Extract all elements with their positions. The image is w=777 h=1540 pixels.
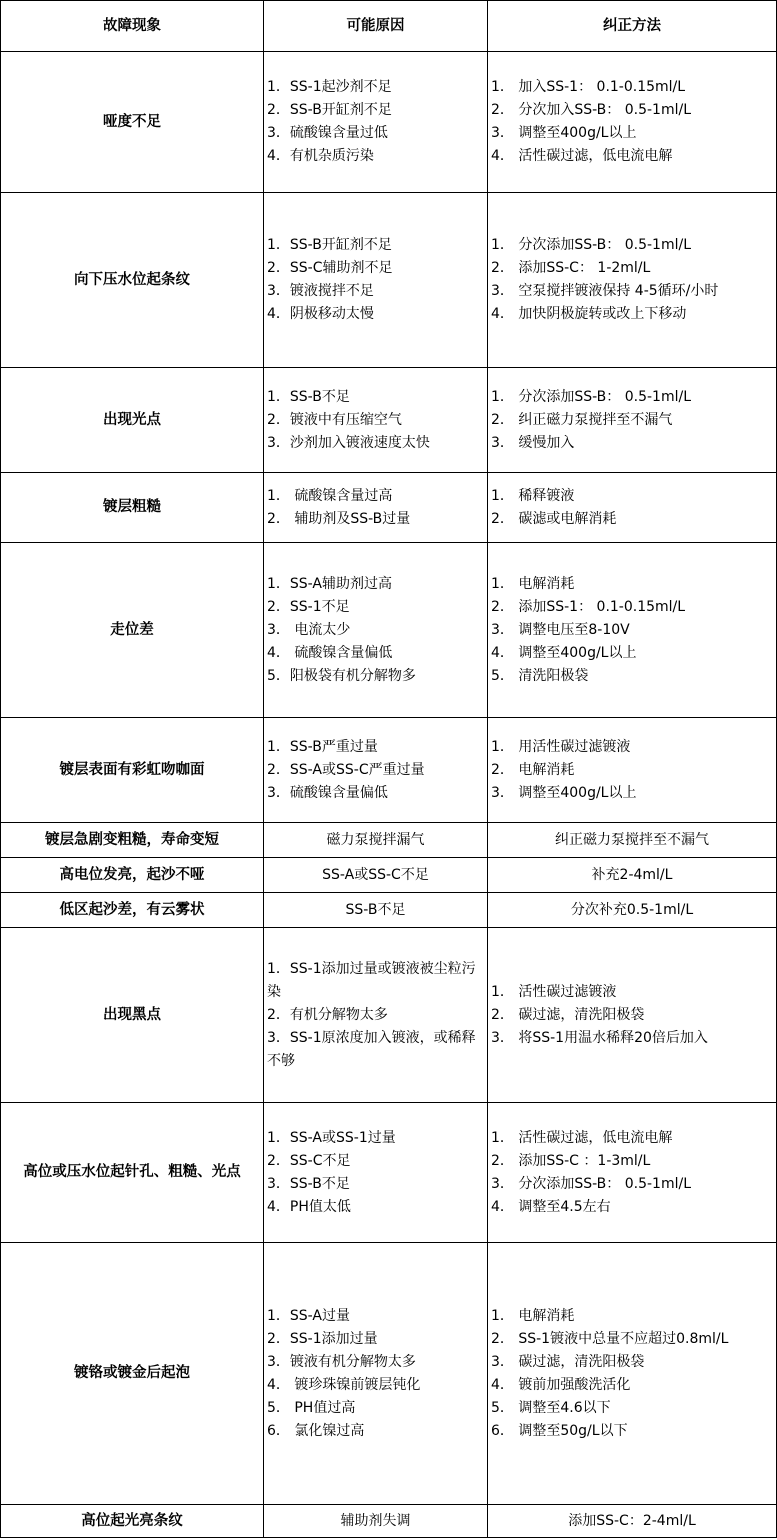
fix-line: 1． 电解消耗 xyxy=(491,575,575,592)
symptom-cell: 高位或压水位起针孔、粗糙、光点 xyxy=(1,1103,264,1243)
cause-cell xyxy=(264,1243,488,1505)
cause-line: 1．SS-A过量 xyxy=(267,1307,351,1324)
fix-cell xyxy=(488,1103,777,1243)
fix-line: 2． 电解消耗 xyxy=(491,761,575,778)
fix-line: 2． 添加SS-C： 1-2ml/L xyxy=(491,260,651,276)
fix-line: 4． 调整至4.5左右 xyxy=(491,1198,611,1215)
cause-cell xyxy=(264,1103,488,1243)
fix-line: 5． 调整至4.6以下 xyxy=(491,1399,611,1416)
fix-line: 3． 调整电压至8-10V xyxy=(491,621,630,638)
fix-line: 5． 清洗阳极袋 xyxy=(491,667,589,684)
cause-line: 1． 硫酸镍含量过高 xyxy=(267,487,393,504)
table-row xyxy=(1,543,777,718)
fix-line: 2． 碳滤或电解消耗 xyxy=(491,510,617,527)
cause-line: 1．SS-B严重过量 xyxy=(267,738,378,755)
fix-line: 3． 调整至400g/L以上 xyxy=(491,125,637,141)
fix-cell xyxy=(488,928,777,1103)
fix-line: 2． 碳过滤，清洗阳极袋 xyxy=(491,1006,645,1023)
table-row xyxy=(1,52,777,193)
fix-line: 1． 电解消耗 xyxy=(491,1307,575,1324)
cause-line: 3．SS-1原浓度加入镀液，或稀释不够 xyxy=(267,1029,476,1069)
fix-line: 4． 调整至400g/L以上 xyxy=(491,644,637,661)
symptom-cell: 镀层急剧变粗糙，寿命变短 xyxy=(1,823,264,858)
cause-line: 1．SS-1起沙剂不足 xyxy=(267,79,392,95)
cause-line: 4．PH值太低 xyxy=(267,1198,351,1215)
fix-cell: 添加SS-C：2-4ml/L xyxy=(488,1505,777,1538)
table-row xyxy=(1,718,777,823)
fix-line: 3． 缓慢加入 xyxy=(491,434,575,451)
cause-line: 1．SS-B不足 xyxy=(267,388,350,405)
fix-line: 1． 活性碳过滤，低电流电解 xyxy=(491,1129,673,1146)
fix-cell xyxy=(488,52,777,193)
fix-line: 2． 纠正磁力泵搅拌至不漏气 xyxy=(491,411,673,428)
symptom-cell: 镀层表面有彩虹吻咖面 xyxy=(1,718,264,823)
fix-line: 3． 碳过滤，清洗阳极袋 xyxy=(491,1353,645,1370)
cause-line: 3．沙剂加入镀液速度太快 xyxy=(267,434,430,451)
cause-line: 4．有机杂质污染 xyxy=(267,148,374,164)
fix-line: 1． 稀释镀液 xyxy=(491,487,575,504)
header-cause: 可能原因 xyxy=(264,1,488,52)
symptom-cell: 出现黑点 xyxy=(1,928,264,1103)
fix-line: 1． 分次添加SS-B： 0.5-1ml/L xyxy=(491,388,692,405)
cause-line: 1．SS-A辅助剂过高 xyxy=(267,575,393,592)
fix-line: 1． 分次添加SS-B： 0.5-1ml/L xyxy=(491,237,692,253)
cause-cell xyxy=(264,368,488,473)
fix-line: 1． 用活性碳过滤镀液 xyxy=(491,738,631,755)
symptom-cell: 高位起光亮条纹 xyxy=(1,1505,264,1538)
fix-line: 6． 调整至50g/L以下 xyxy=(491,1422,628,1439)
cause-cell xyxy=(264,193,488,368)
table-row xyxy=(1,1103,777,1243)
fix-line: 1． 加入SS-1： 0.1-0.15ml/L xyxy=(491,79,686,95)
fix-line: 2． 分次加入SS-B： 0.5-1ml/L xyxy=(491,102,692,118)
cause-line: 2．SS-B开缸剂不足 xyxy=(267,102,392,118)
symptom-cell: 出现光点 xyxy=(1,368,264,473)
cause-line: 2．镀液中有压缩空气 xyxy=(267,411,402,428)
fix-cell xyxy=(488,473,777,543)
fix-line: 4． 镀前加强酸洗活化 xyxy=(491,1376,631,1393)
symptom-cell: 镀层粗糙 xyxy=(1,473,264,543)
cause-line: 6． 氯化镍过高 xyxy=(267,1422,365,1439)
fix-cell xyxy=(488,1243,777,1505)
cause-line: 2．SS-C辅助剂不足 xyxy=(267,260,393,276)
header-row xyxy=(1,1,777,52)
cause-line: 1．SS-1添加过量或镀液被尘粒污染 xyxy=(267,960,476,1000)
fix-cell: 分次补充0.5-1ml/L xyxy=(488,893,777,928)
cause-line: 5．阳极袋有机分解物多 xyxy=(267,667,416,684)
table-row xyxy=(1,193,777,368)
fix-line: 4． 活性碳过滤，低电流电解 xyxy=(491,148,673,164)
cause-line: 3． 电流太少 xyxy=(267,621,351,638)
table-row xyxy=(1,473,777,543)
cause-line: 2．有机分解物太多 xyxy=(267,1006,388,1023)
cause-cell: 磁力泵搅拌漏气 xyxy=(264,823,488,858)
cause-line: 2． 辅助剂及SS-B过量 xyxy=(267,510,411,527)
cause-cell: SS-A或SS-C不足 xyxy=(264,858,488,893)
symptom-cell: 向下压水位起条纹 xyxy=(1,193,264,368)
cause-cell xyxy=(264,718,488,823)
cause-cell: 辅助剂失调 xyxy=(264,1505,488,1538)
cause-line: 5． PH值过高 xyxy=(267,1399,356,1416)
table-row xyxy=(1,1243,777,1505)
cause-cell xyxy=(264,928,488,1103)
fix-cell: 补充2-4ml/L xyxy=(488,858,777,893)
cause-line: 3．镀液有机分解物太多 xyxy=(267,1353,416,1370)
cause-cell: SS-B不足 xyxy=(264,893,488,928)
fix-line: 3． 调整至400g/L以上 xyxy=(491,784,637,801)
cause-line: 3．SS-B不足 xyxy=(267,1175,350,1192)
fix-line: 2． 添加SS-C ：1-3ml/L xyxy=(491,1152,651,1169)
fix-cell xyxy=(488,718,777,823)
cause-line: 2．SS-1不足 xyxy=(267,598,350,615)
header-symptom: 故障现象 xyxy=(1,1,264,52)
cause-line: 2．SS-C不足 xyxy=(267,1152,351,1169)
fix-line: 4． 加快阴极旋转或改上下移动 xyxy=(491,306,687,322)
cause-line: 1．SS-A或SS-1过量 xyxy=(267,1129,396,1146)
symptom-cell: 低区起沙差，有云雾状 xyxy=(1,893,264,928)
cause-line: 4． 镀珍珠镍前镀层钝化 xyxy=(267,1376,421,1393)
cause-line: 3．镀液搅拌不足 xyxy=(267,283,374,299)
cause-line: 1．SS-B开缸剂不足 xyxy=(267,237,392,253)
cause-line: 4．阴极移动太慢 xyxy=(267,306,374,322)
fix-line: 3． 将SS-1用温水稀释20倍后加入 xyxy=(491,1029,708,1046)
cause-cell xyxy=(264,52,488,193)
table-row xyxy=(1,823,777,858)
fix-cell: 纠正磁力泵搅拌至不漏气 xyxy=(488,823,777,858)
cause-line: 3．硫酸镍含量偏低 xyxy=(267,784,388,801)
table-row xyxy=(1,1505,777,1538)
cause-cell xyxy=(264,543,488,718)
cause-line: 4． 硫酸镍含量偏低 xyxy=(267,644,393,661)
fix-line: 2． 添加SS-1： 0.1-0.15ml/L xyxy=(491,598,686,615)
cause-line: 3．硫酸镍含量过低 xyxy=(267,125,388,141)
fix-line: 3． 空泵搅拌镀液保持 4-5循环/小时 xyxy=(491,283,719,299)
fix-cell xyxy=(488,368,777,473)
symptom-cell: 高电位发亮，起沙不哑 xyxy=(1,858,264,893)
symptom-cell: 哑度不足 xyxy=(1,52,264,193)
fix-line: 3． 分次添加SS-B： 0.5-1ml/L xyxy=(491,1175,692,1192)
table-row xyxy=(1,928,777,1103)
table-row xyxy=(1,368,777,473)
cause-cell xyxy=(264,473,488,543)
fix-cell xyxy=(488,193,777,368)
fix-line: 2． SS-1镀液中总量不应超过0.8ml/L xyxy=(491,1330,729,1347)
symptom-cell: 走位差 xyxy=(1,543,264,718)
cause-line: 2．SS-A或SS-C严重过量 xyxy=(267,761,425,778)
table-row xyxy=(1,858,777,893)
fix-cell xyxy=(488,543,777,718)
fix-line: 1． 活性碳过滤镀液 xyxy=(491,983,617,1000)
header-fix: 纠正方法 xyxy=(488,1,777,52)
table-row xyxy=(1,893,777,928)
symptom-cell: 镀铬或镀金后起泡 xyxy=(1,1243,264,1505)
cause-line: 2．SS-1添加过量 xyxy=(267,1330,378,1347)
